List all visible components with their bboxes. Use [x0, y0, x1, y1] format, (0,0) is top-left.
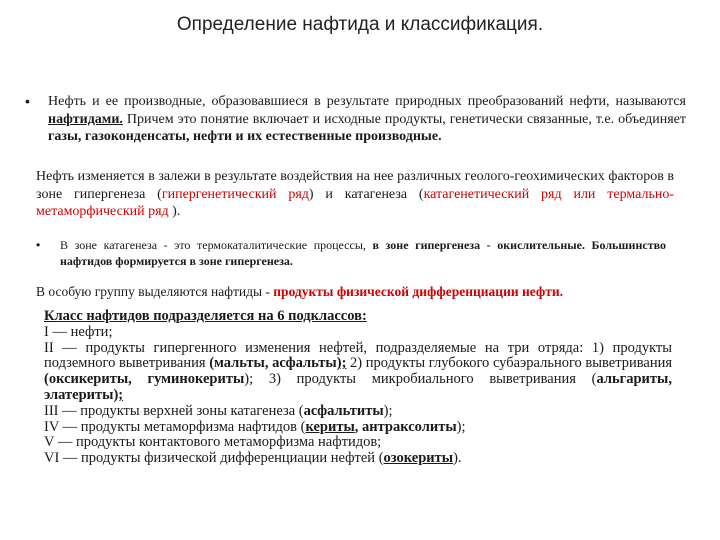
oil-change-text-1: Нефть изменяется в залежи в результате воздействия на нее различных геолого-геохимических факторов в зоне гипергенеза (: [36, 169, 674, 202]
special-group-paragraph: [36, 283, 676, 300]
class-3: III — продукты верхней зоны катагенеза (асфальтиты);: [44, 402, 393, 419]
bullet-icon: •: [36, 238, 41, 252]
definition-text-2: Причем это понятие включает и исходные продукты, генетически связанные, т.е. объединяет: [122, 111, 686, 127]
naftidy-term: нафтидами.: [48, 111, 123, 127]
catagenesis-text: В зоне катагенеза - это термокаталитические процессы,: [60, 238, 373, 252]
oil-change-text-3: ).: [168, 204, 181, 219]
hypergenetic-series: гипергенетический ряд: [161, 186, 309, 202]
catagenetic-series: катагенетический ряд или термально-метаморфический ряд: [36, 186, 675, 219]
oil-change-paragraph: [36, 168, 674, 221]
oil-change-text-2: ) и катагенеза (: [308, 186, 424, 202]
physical-differentiation-products: продукты физической дифференциации нефти.: [273, 284, 564, 299]
catagenesis-bullet: [60, 238, 666, 269]
class-2: II — продукты гипергенного изменения нефтей, подразделяемые на три отряда: 1) продукты подземного выветривания (мальты, асфальты); 2) продукты глубокого субаэрального выветривания (оксикериты, гуминокериты); 3) продукты микробиального выветривания (альгариты, элатериты);: [44, 339, 673, 403]
naftid-definition-paragraph: [48, 93, 686, 146]
hypergenesis-bold: в зоне гипергенеза - окислительные. Большинство нафтидов формируется в зоне гипергенеза.: [60, 238, 666, 268]
special-group-text: В особую группу выделяются нафтиды -: [36, 284, 274, 299]
definition-text-1: Нефть и ее производные, образовавшиеся в результате природных преобразований нефти, называются: [48, 94, 686, 109]
naftid-classes-list: [44, 309, 672, 467]
slide-title: Определение нафтида и классификация.: [176, 14, 544, 35]
class-1: I — нефти;: [44, 323, 113, 340]
class-5: V — продукты контактового метаморфизма нафтидов;: [44, 434, 382, 451]
definition-bold-tail: газы, газоконденсаты, нефти и их естественные производные.: [48, 129, 442, 144]
classes-heading: Класс нафтидов подразделяется на 6 подклассов:: [44, 308, 367, 324]
bullet-icon: •: [25, 93, 30, 109]
class-4: IV — продукты метаморфизма нафтидов (кериты, антраксолиты);: [44, 418, 466, 435]
class-6: VI — продукты физической дифференциации нефтей (озокериты).: [44, 450, 462, 467]
